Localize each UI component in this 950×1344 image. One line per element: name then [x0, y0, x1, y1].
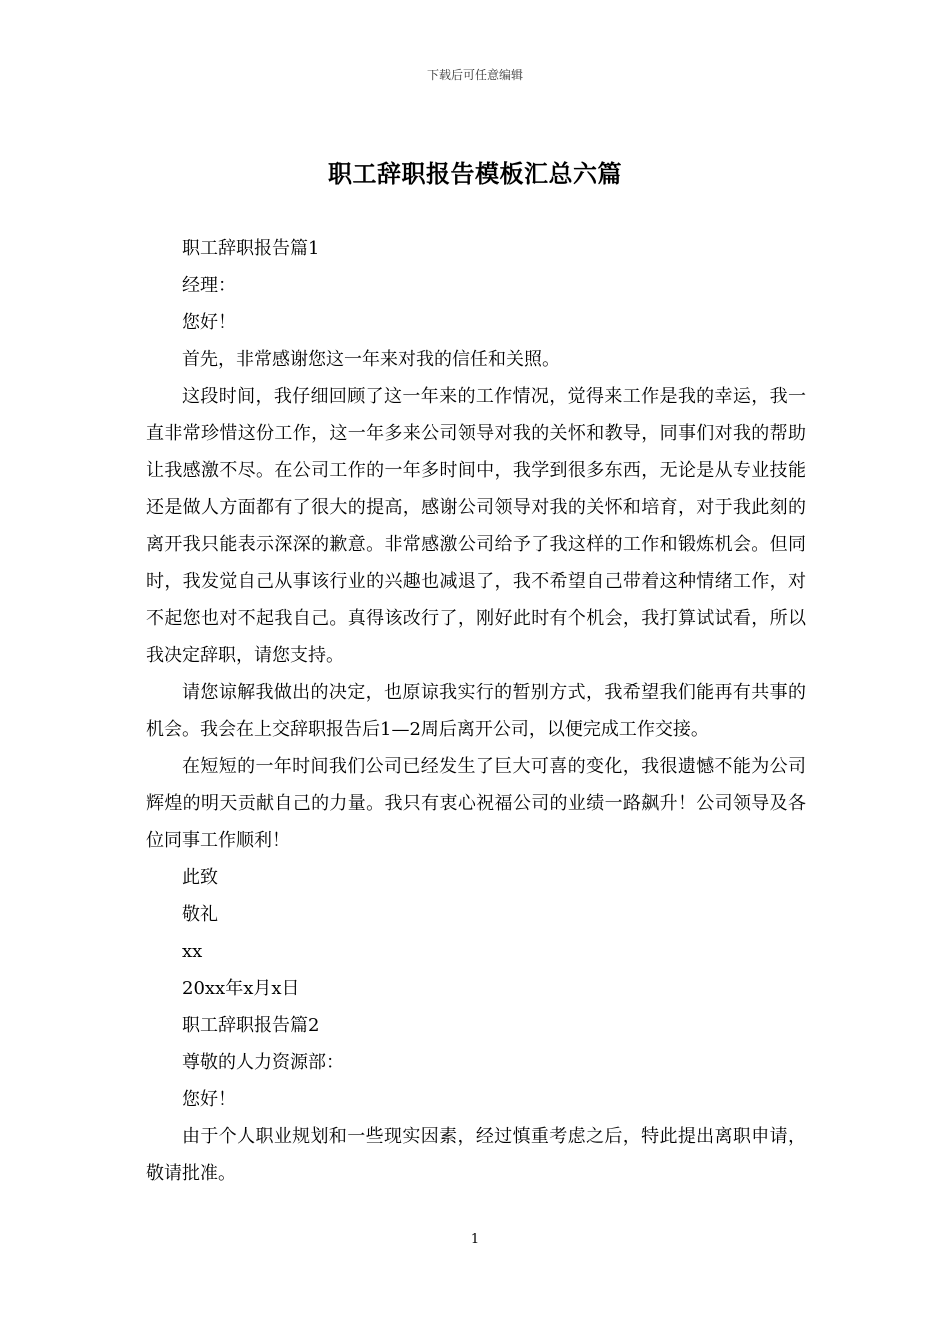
- body-paragraph: 这段时间，我仔细回顾了这一年来的工作情况，觉得来工作是我的幸运，我一直非常珍惜这份工作，这一年多来公司领导对我的关怀和教导，同事们对我的帮助让我感激不尽。在公司工作的一年多时间中，我学到很多东西，无论是从专业技能还是做人方面都有了很大的提高，感谢公司领导对我的关怀和培育，对于我此刻的离开我只能表示深深的歉意。非常感激公司给予了我这样的工作和锻炼机会。但同时，我发觉自己从事该行业的兴趣也减退了，我不希望自己带着这种情绪工作，对不起您也对不起我自己。真得该改行了，刚好此时有个机会，我打算试试看，所以我决定辞职，请您支持。: [146, 386, 806, 666]
- greeting: 您好！: [182, 1089, 236, 1110]
- salutation-recipient: 经理：: [182, 275, 236, 296]
- body-paragraph: 请您谅解我做出的决定，也原谅我实行的暂别方式，我希望我们能再有共事的机会。我会在上交辞职报告后1—2周后离开公司，以便完成工作交接。: [146, 682, 806, 740]
- signature-date: 20xx年x月x日: [182, 978, 300, 999]
- section-heading-2: 职工辞职报告篇2: [182, 1015, 320, 1036]
- body-paragraph: 首先，非常感谢您这一年来对我的信任和关照。: [182, 349, 560, 370]
- salutation-recipient: 尊敬的人力资源部：: [182, 1052, 344, 1073]
- section-heading-1: 职工辞职报告篇1: [182, 238, 320, 259]
- closing-line: 此致: [182, 867, 218, 888]
- header-note: 下载后可任意编辑: [426, 68, 523, 82]
- page-number: 1: [470, 1232, 480, 1247]
- body-paragraph: 在短短的一年时间我们公司已经发生了巨大可喜的变化，我很遗憾不能为公司辉煌的明天贡献自己的力量。我只有衷心祝福公司的业绩一路飙升！公司领导及各位同事工作顺利！: [146, 756, 806, 851]
- body-paragraph: 由于个人职业规划和一些现实因素，经过慎重考虑之后，特此提出离职申请，敬请批准。: [146, 1126, 806, 1184]
- signature-name: xx: [182, 941, 203, 962]
- document-body: [146, 230, 806, 1192]
- greeting: 您好！: [182, 312, 236, 333]
- closing-regards: 敬礼: [182, 904, 218, 925]
- document-title: 职工辞职报告模板汇总六篇: [328, 159, 622, 188]
